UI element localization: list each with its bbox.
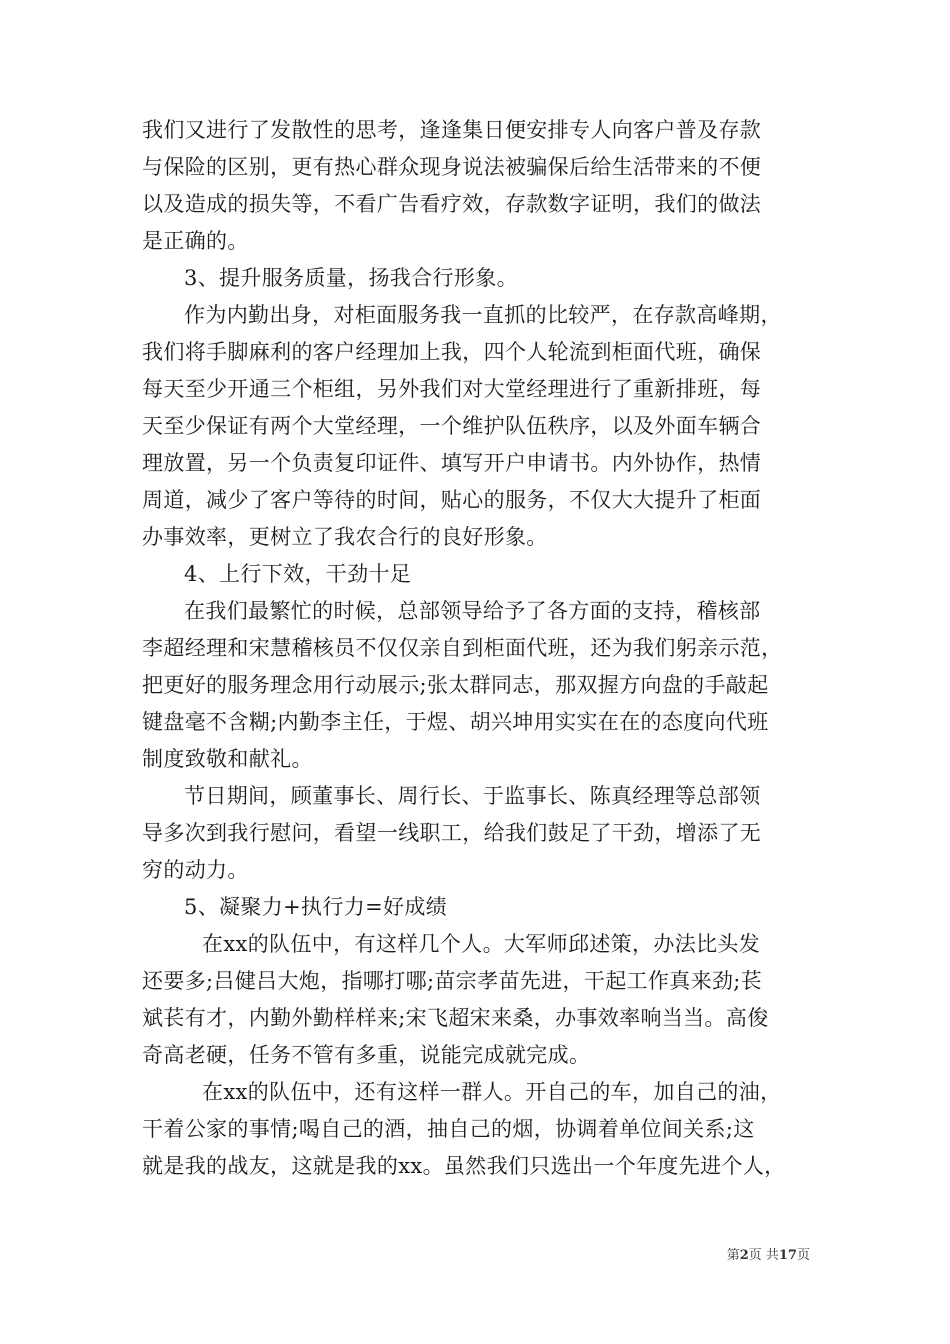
- text-line: 周道，减少了客户等待的时间，贴心的服务，不仅大大提升了柜面: [142, 488, 762, 512]
- section-heading: 3、提升服务质量，扬我合行形象。: [184, 266, 518, 290]
- text-line: 与保险的区别，更有热心群众现身说法被骗保后给生活带来的不便: [142, 155, 762, 179]
- text-line: 奇高老硬，任务不管有多重，说能完成就完成。: [142, 1043, 591, 1067]
- text-line: 我们又进行了发散性的思考，逢逢集日便安排专人向客户普及存款: [142, 118, 762, 142]
- footer-prefix: 第: [726, 1248, 740, 1263]
- text-line: 以及造成的损失等，不看广告看疗效，存款数字证明，我们的做法: [142, 192, 762, 216]
- current-page-number: 2: [739, 1248, 749, 1263]
- text-line: 节日期间，顾董事长、周行长、于监事长、陈真经理等总部领: [184, 784, 761, 808]
- text-line: 制度致敬和献礼。: [142, 747, 313, 771]
- text-line: 每天至少开通三个柜组，另外我们对大堂经理进行了重新排班，每: [142, 377, 762, 401]
- footer-suffix: 页: [796, 1248, 810, 1263]
- text-line: 理放置，另一个负责复印证件、填写开户申请书。内外协作，热情: [142, 451, 762, 475]
- text-line: 穷的动力。: [142, 858, 249, 882]
- text-line: 作为内勤出身，对柜面服务我一直抓的比较严，在存款高峰期，: [184, 303, 782, 327]
- text-line: 在xx的队伍中，有这样几个人。大军师邱述策，办法比头发: [202, 932, 761, 956]
- page-footer: [727, 1244, 810, 1263]
- text-line: 我们将手脚麻利的客户经理加上我，四个人轮流到柜面代班，确保: [142, 340, 762, 364]
- section-heading: 4、上行下效，干劲十足: [184, 562, 412, 586]
- text-line: 办事效率，更树立了我农合行的良好形象。: [142, 525, 548, 549]
- total-page-number: 17: [778, 1248, 797, 1263]
- text-line: 天至少保证有两个大堂经理，一个维护队伍秩序，以及外面车辆合: [142, 414, 762, 438]
- text-line: 键盘毫不含糊;内勤李主任，于煜、胡兴坤用实实在在的态度向代班: [142, 710, 769, 734]
- text-line: 干着公家的事情;喝自己的酒，抽自己的烟，协调着单位间关系;这: [142, 1117, 755, 1141]
- text-line: 是正确的。: [142, 229, 249, 253]
- text-line: 把更好的服务理念用行动展示;张太群同志，那双握方向盘的手敲起: [142, 673, 769, 697]
- text-line: 导多次到我行慰问，看望一线职工，给我们鼓足了干劲，增添了无: [142, 821, 762, 845]
- text-line: 就是我的战友，这就是我的xx。虽然我们只选出一个年度先进个人，: [142, 1154, 786, 1178]
- text-line: 还要多;吕健吕大炮，指哪打哪;苗宗孝苗先进，干起工作真来劲;苌: [142, 969, 763, 993]
- text-line: 在我们最繁忙的时候，总部领导给予了各方面的支持，稽核部: [184, 599, 761, 623]
- text-line: 在xx的队伍中，还有这样一群人。开自己的车，加自己的油，: [202, 1080, 782, 1104]
- text-line: 李超经理和宋慧稽核员不仅仅亲自到柜面代班，还为我们躬亲示范，: [142, 636, 783, 660]
- section-heading: 5、凝聚力+执行力=好成绩: [184, 895, 448, 919]
- footer-middle: 页 共: [748, 1248, 779, 1263]
- document-body: [142, 112, 822, 1185]
- text-line: 斌苌有才，内勤外勤样样来;宋飞超宋来桑，办事效率响当当。高俊: [142, 1006, 769, 1030]
